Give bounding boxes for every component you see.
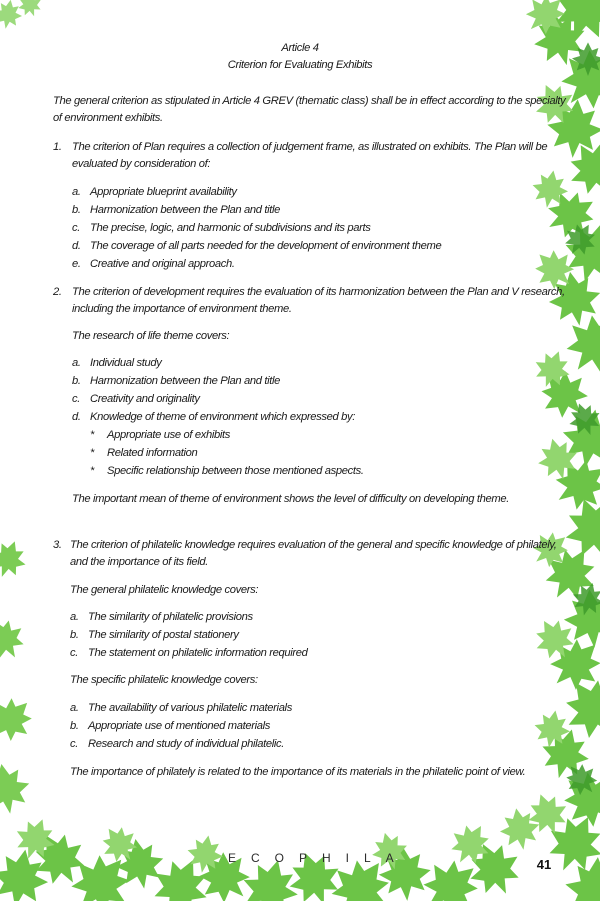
subsection-heading: The general philatelic knowledge covers: <box>70 584 259 596</box>
list-marker: b. <box>72 204 81 216</box>
subsection-heading: The research of life theme covers: <box>72 330 230 342</box>
list-item: Research and study of individual philatelic. <box>88 738 285 750</box>
list-item: The similarity of postal stationery <box>88 629 239 641</box>
list-marker: e. <box>72 258 81 270</box>
section-number: 1. <box>53 141 62 153</box>
section-number: 2. <box>53 286 62 298</box>
list-item: Creative and original approach. <box>90 258 235 270</box>
section1-line-1: The criterion of Plan requires a collection of judgement frame, as illustrated on exhibits. The Plan will be <box>72 141 548 153</box>
section-number: 3. <box>53 539 62 551</box>
list-item: The statement on philatelic information required <box>88 647 308 659</box>
list-marker: a. <box>72 186 81 198</box>
footer-brand: ECOPHILA <box>228 851 409 865</box>
intro-line-2: of environment exhibits. <box>53 112 163 124</box>
list-marker: d. <box>72 411 81 423</box>
section2-line-1: The criterion of development requires the evaluation of its harmonization between the Plan and V research, <box>72 286 565 298</box>
section2-closing: The important mean of theme of environment shows the level of difficulty on developing theme. <box>72 493 509 505</box>
list-item: Individual study <box>90 357 162 369</box>
list-marker: a. <box>72 357 81 369</box>
section2-line-2: including the importance of environment theme. <box>72 303 292 315</box>
bullet-item: Specific relationship between those mentioned aspects. <box>107 465 364 477</box>
bullet-marker: * <box>90 465 95 477</box>
list-marker: c. <box>72 222 81 234</box>
list-marker: b. <box>70 720 79 732</box>
bullet-item: Appropriate use of exhibits <box>107 429 231 441</box>
section3-line-1: The criterion of philatelic knowledge requires evaluation of the general and specific knowledge of philately, <box>70 539 557 551</box>
list-marker: c. <box>72 393 81 405</box>
bullet-marker: * <box>90 429 95 441</box>
list-item: The coverage of all parts needed for the development of environment theme <box>90 240 442 252</box>
list-marker: a. <box>70 702 79 714</box>
list-marker: d. <box>72 240 81 252</box>
list-item: Harmonization between the Plan and title <box>90 204 280 216</box>
list-item: The precise, logic, and harmonic of subdivisions and its parts <box>90 222 371 234</box>
section3-closing: The importance of philately is related to the importance of its materials in the philatelic point of view. <box>70 766 526 778</box>
list-marker: b. <box>70 629 79 641</box>
list-item: Appropriate use of mentioned materials <box>88 720 270 732</box>
list-item: The similarity of philatelic provisions <box>88 611 253 623</box>
list-marker: c. <box>70 738 79 750</box>
list-item: Harmonization between the Plan and title <box>90 375 280 387</box>
list-item: The availability of various philatelic materials <box>88 702 292 714</box>
section3-line-2: and the importance of its field. <box>70 556 209 568</box>
intro-line-1: The general criterion as stipulated in Article 4 GREV (thematic class) shall be in effect according to the specialty <box>53 95 566 107</box>
bullet-marker: * <box>90 447 95 459</box>
list-marker: b. <box>72 375 81 387</box>
subsection-heading: The specific philatelic knowledge covers: <box>70 674 258 686</box>
list-marker: a. <box>70 611 79 623</box>
article-title: Criterion for Evaluating Exhibits <box>227 59 373 71</box>
list-item: Appropriate blueprint availability <box>90 186 237 198</box>
section1-line-2: evaluated by consideration of: <box>72 158 211 170</box>
page-number: 41 <box>531 852 557 878</box>
bullet-item: Related information <box>107 447 198 459</box>
list-item: Knowledge of theme of environment which expressed by: <box>90 411 356 423</box>
show-through-text <box>70 28 73 39</box>
list-item: Creativity and originality <box>90 393 200 405</box>
list-marker: c. <box>70 647 79 659</box>
article-number: Article 4 <box>281 42 319 54</box>
